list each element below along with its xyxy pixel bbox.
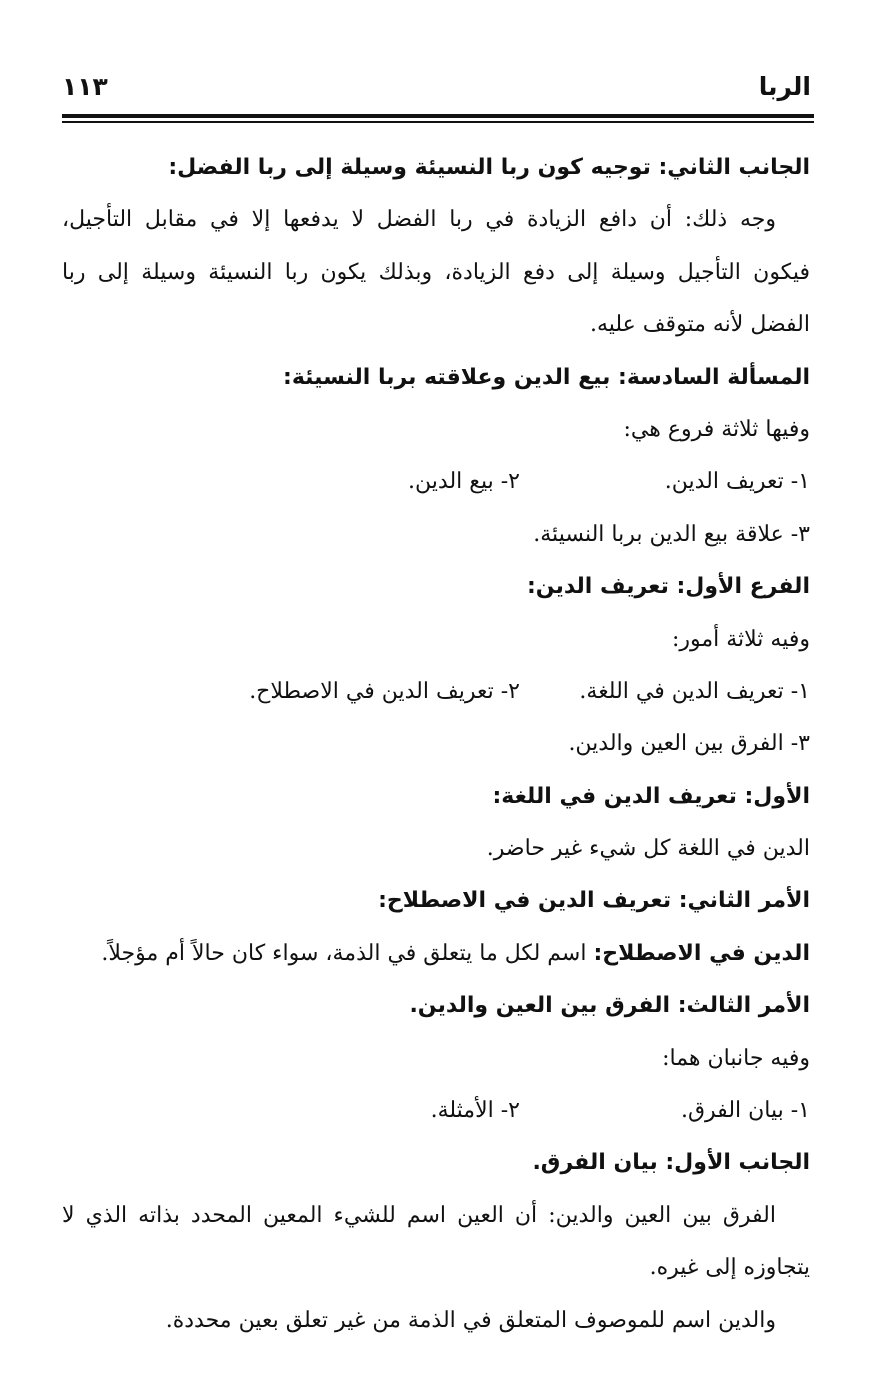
paragraph-line: وفيها ثلاثة فروع هي: (623, 416, 810, 442)
running-title: الربا (758, 72, 811, 101)
paragraph-line: الفضل لأنه متوقف عليه. (589, 312, 810, 338)
section-heading: الأمر الثاني: تعريف الدين في الاصطلاح: (378, 888, 810, 914)
paragraph-line (62, 928, 810, 980)
paragraph-line: والدين اسم للموصوف المتعلق في الذمة من غير تعلق بعين محددة. (165, 1307, 776, 1333)
definition-text: اسم لكل ما يتعلق في الذمة، سواء كان حالاً أم مؤجلاً. (101, 940, 594, 966)
section-heading: الأمر الثالث: الفرق بين العين والدين. (409, 993, 810, 1019)
list-item: ١- تعريف الدين في اللغة. (579, 678, 810, 704)
paragraph-line: فيكون التأجيل وسيلة إلى دفع الزيادة، وبذلك يكون ربا النسيئة وسيلة إلى ربا (62, 259, 810, 285)
list-row (62, 666, 810, 718)
section-heading: المسألة السادسة: بيع الدين وعلاقته بربا النسيئة: (283, 364, 810, 390)
list-item: ٣- علاقة بيع الدين بربا النسيئة. (533, 521, 810, 547)
paragraph-line: وجه ذلك: أن دافع الزيادة في ربا الفضل لا يدفعها إلا في مقابل التأجيل، (62, 207, 776, 233)
section-heading: الجانب الأول: بيان الفرق. (532, 1150, 810, 1176)
list-item: ١- بيان الفرق. (680, 1098, 810, 1124)
section-heading: الأول: تعريف الدين في اللغة: (492, 783, 810, 809)
running-header (62, 68, 811, 112)
term-bold: الدين في الاصطلاح: (593, 940, 810, 966)
page-number: ١١٣ (62, 72, 108, 101)
list-item: ١- تعريف الدين. (664, 469, 810, 495)
paragraph-line: الدين في اللغة كل شيء غير حاضر. (486, 836, 810, 862)
list-row (62, 1085, 810, 1137)
list-row (62, 456, 810, 508)
list-item: ٢- بيع الدين. (408, 469, 520, 495)
paragraph-line: الفرق بين العين والدين: أن العين اسم للشيء المعين المحدد بذاته الذي لا (62, 1202, 776, 1228)
paragraph-line: وفيه جانبان هما: (662, 1045, 810, 1071)
header-rule-thin (62, 121, 814, 123)
list-item: ٢- الأمثلة. (430, 1098, 520, 1124)
list-item: ٢- تعريف الدين في الاصطلاح. (249, 678, 520, 704)
paragraph-line: وفيه ثلاثة أمور: (671, 626, 810, 652)
section-heading: الفرع الأول: تعريف الدين: (526, 574, 810, 600)
list-item: ٣- الفرق بين العين والدين. (568, 731, 810, 757)
header-rule-thick (62, 114, 814, 118)
paragraph-line: يتجاوزه إلى غيره. (649, 1255, 810, 1281)
section-heading: الجانب الثاني: توجيه كون ربا النسيئة وسيلة إلى ربا الفضل: (168, 155, 810, 180)
page-body (62, 142, 810, 1347)
